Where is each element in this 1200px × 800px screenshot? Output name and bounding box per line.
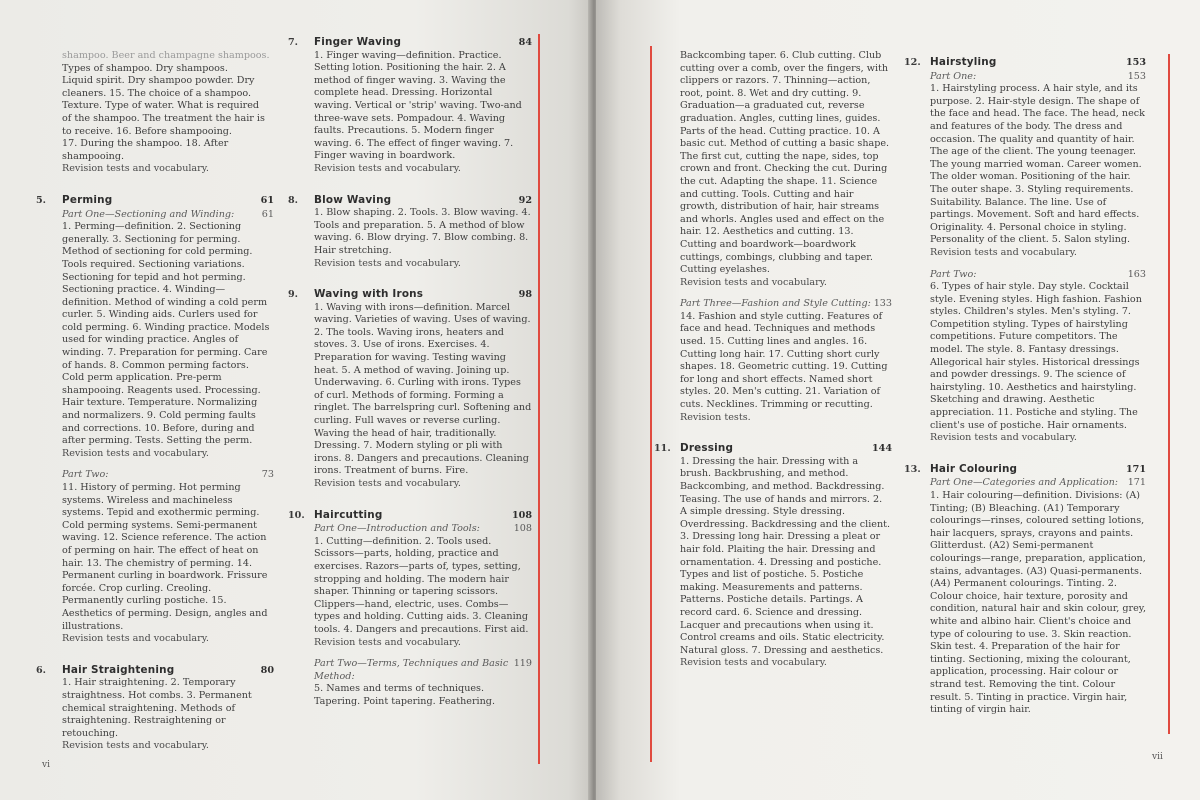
chapter-dressing	[654, 442, 892, 670]
part-label: Part One—Categories and Application:	[930, 477, 1119, 489]
chapter-page: 171	[1125, 463, 1146, 475]
chapter-page: 108	[511, 509, 532, 521]
revision-line: Revision tests.	[680, 411, 751, 423]
continuation-contents: Backcombing taper. 6. Club cutting. Club cutting over a comb, over the fingers, with clippers or razors. 7. Thinning—action, root, point. 8. Wet and dry cutting. 9. Graduation—a graduated cut, reverse graduation. Angles, cutting lines, guides. Parts of the head. Cutting practice. 10. A basic cut. Method of cutting a basic shape. The first cut, cutting the nape, sides, top crown and front. Checking the cut. During the cut. Adapting the shape. 11. Science and cutting. Tools. Cutting and hair growth, distribution of hair, hair streams and whorls. Angles used and effect on the hair. 12. Aesthetics and cutting. 13. Cutting and boardwork—boardwork cuttings, combings, clubbing and taper. Cutting eyelashes.	[680, 50, 890, 276]
page-folio: vii	[1152, 752, 1163, 762]
part-label: Part Two:	[930, 268, 977, 280]
chapter-contents: 1. Dressing the hair. Dressing with a brush. Backbrushing, and method. Backcombing, and method. Backdressing. Teasing. The use of hands and mirrors. 2. A simple dressing. Style dressing. Overdressing. Backdressing and the client. 3. Dressing long hair. Dressing a pleat or hair fold. Plaiting the hair. Dressing and ornamentation. 4. Dressing and postiche. Types and list of postiche. 5. Postiche making. Measurements and patterns. Patterns. Postiche details. Partings. A record card. 6. Science and dressing. Lacquer and precautions when using it. Control creams and oils. Static electricity. Natural gloss. 7. Dressing and aesthetics.	[680, 455, 891, 656]
part-page: 73	[261, 469, 274, 481]
chapter-number: 11.	[654, 443, 671, 455]
left-column-1	[36, 50, 274, 763]
continuation-line: of the shampoo. The treatment the hair is	[62, 112, 265, 124]
chapter-title: Hairstyling	[930, 56, 997, 68]
continuation-line: 17. During the shampoo. 18. After	[62, 138, 229, 150]
chapter-number: 6.	[36, 664, 47, 676]
revision-line: Revision tests and vocabulary.	[62, 447, 209, 459]
part-page: 108	[513, 523, 532, 535]
part-page: 171	[1127, 477, 1146, 489]
part-contents: 1. Perming—definition. 2. Sectioning generally. 3. Sectioning for perming. Method of sectioning for cold perming. Tools required. Sectioning variations. Sectioning for tepid and hot perming. Sectioning practice. 4. Winding—definition. Method of winding a cold perm curler. 5. Winding aids. Curlers used for cold perming. 6. Winding practice. Models used for winding practice. Angles of winding. 7. Preparation for perming. Care of hands. 8. Common perming factors. Cold perm application. Pre-perm shampooing. Reagents used. Processing. Hair texture. Temperature. Normalizing and normalizers. 9. Cold perming faults and corrections. 10. Before, during and after perming. Tests. Setting the perm.	[62, 221, 270, 447]
continuation-line: shampooing.	[62, 150, 125, 162]
revision-line: Revision tests and vocabulary.	[314, 162, 461, 174]
continuation-line: Liquid spirit. Dry shampoo powder. Dry	[62, 75, 255, 87]
chapter-contents: 1. Blow shaping. 2. Tools. 3. Blow waving. 4. Tools and preparation. 5. A method of blow waving. 6. Blow drying. 7. Blow combing. 8. Hair stretching.	[314, 207, 531, 256]
revision-line: Revision tests and vocabulary.	[930, 432, 1077, 444]
page-folio: vi	[42, 760, 50, 770]
part-contents: 1. Hairstyling process. A hair style, and its purpose. 2. Hair-style design. The shape of the face and head. The face. The head, neck and features of the body. The dress and occasion. The quality and quantity of hair. The age of the client. The young teenager. The young married woman. Career women. The older woman. Positioning of the hair. The outer shape. 3. Styling requirements. Suitability. Balance. The line. Use of partings. Movement. Soft and hard effects. Originality. 4. Personal choice in styling. Personality of the client. 5. Salon styling.	[930, 83, 1145, 246]
continuation-line: Types of shampoo. Dry shampoos.	[62, 62, 228, 74]
chapter-title: Finger Waving	[314, 36, 402, 48]
chapter-number: 10.	[288, 509, 305, 521]
part-label: Part One—Sectioning and Winding:	[62, 208, 235, 220]
chapter-page: 153	[1125, 57, 1146, 68]
part-contents: 1. Cutting—definition. 2. Tools used. Scissors—parts, holding, practice and exercises. Razors—parts of, types, setting, stropping and holding. The modern hair shaper. Thinning or tapering scissors. Clippers—hand, electric, uses. Combs—types and holding. Cutting aids. 3. Cleaning tools. 4. Dangers and precautions. First aid.	[314, 535, 529, 635]
chapter-page: 98	[518, 289, 532, 301]
chapter-title: Hair Straightening	[62, 663, 175, 676]
part-page: 61	[261, 208, 274, 220]
part-page: 153	[1127, 70, 1146, 82]
chapter-number: 7.	[288, 37, 299, 48]
part-page: 119	[513, 658, 532, 670]
left-column-2	[288, 36, 532, 719]
part-contents: 1. Hair colouring—definition. Divisions: (A) Tinting; (B) Bleaching. (A1) Temporary colourings—rinses, coloured setting lotions, hair lacquers, sprays, crayons and paints. Glitterdust. (A2) Semi-permanent colourings—range, preparation, application, stains, advantages. (A3) Quasi-permanents. (A4) Permanent colourings. Tinting. 2. Colour choice, hair texture, porosity and condition, natural hair and skin colour, grey, white and albino hair. Client's choice and type of colouring to use. 3. Skin reaction. Skin test. 4. Preparation of the hair for tinting. Sectioning, mixing the colourant, application, processing. Hair colour or strand test. Removing the tint. Colour result. 5. Tinting in practice. Virgin hair, tinting of virgin hair.	[930, 490, 1146, 716]
chapter-page: 92	[518, 194, 532, 206]
margin-rule	[538, 34, 540, 764]
chapter-hair-colouring	[904, 462, 1146, 717]
revision-line: Revision tests and vocabulary.	[62, 740, 209, 752]
chapter-hairstyling	[904, 56, 1146, 445]
revision-line: Revision tests and vocabulary.	[680, 276, 827, 288]
continuation-line: cleaners. 15. The choice of a shampoo.	[62, 87, 252, 99]
revision-line: Revision tests and vocabulary.	[314, 636, 461, 648]
margin-rule	[1168, 54, 1170, 734]
revision-line: Revision tests and vocabulary.	[314, 257, 461, 269]
chapter-finger-waving	[288, 36, 532, 176]
chapter-number: 13.	[904, 463, 921, 475]
revision-line: Revision tests and vocabulary.	[930, 246, 1077, 258]
part-label: Part Two—Terms, Techniques and Basic Method:	[314, 658, 509, 682]
part-contents: 6. Types of hair style. Day style. Cocktail style. Evening styles. High fashion. Fashion styles. Children's styles. Men's styling. 7. Competition styling. Types of hairstyling competitions. Future competitors. The model. The style. 8. Fantasy dressings. Allegorical hair styles. Historical dressings and powder dressings. 9. The science of hairstyling. 10. Aesthetics and hairstyling. Sketching and drawing. Aesthetic appreciation. 11. Postiche and styling. The client's use of postiche. Hair ornaments.	[930, 281, 1142, 431]
chapter-title: Perming	[62, 193, 113, 206]
right-page	[596, 0, 1200, 800]
chapter-number: 5.	[36, 194, 47, 206]
haircutting-continuation	[680, 50, 892, 424]
revision-line: Revision tests and vocabulary.	[680, 657, 827, 669]
chapter-title: Blow Waving	[314, 193, 392, 206]
left-page	[0, 0, 592, 800]
chapter-contents: 1. Hair straightening. 2. Temporary straightness. Hot combs. 3. Permanent chemical straightening. Methods of straightening. Restraightening or retouching.	[62, 677, 252, 739]
part-contents: 5. Names and terms of techniques. Tapering. Point tapering. Feathering.	[314, 683, 495, 707]
shampooing-continuation	[62, 50, 274, 176]
chapter-hair-straightening	[36, 663, 274, 753]
continuation-line: to receive. 16. Before shampooing.	[62, 125, 232, 137]
chapter-perming	[36, 193, 274, 646]
chapter-number: 12.	[904, 57, 921, 68]
chapter-number: 9.	[288, 289, 299, 301]
chapter-contents: 1. Waving with irons—definition. Marcel waving. Varieties of waving. Uses of waving. 2. The tools. Waving irons, heaters and stoves. 3. Use of irons. Exercises. 4. Preparation for waving. Testing waving heat. 5. A method of waving. Joining up. Underwaving. 6. Curling with irons. Types of curl. Methods of forming. Forming a ringlet. The barrelspring curl. Softening and curling. Full waves or reverse curling. Waving the head of hair, traditionally. Dressing. 7. Modern styling or pli with irons. 8. Dangers and precautions. Cleaning irons. Treatment of burns. Fire.	[314, 301, 532, 477]
chapter-number: 8.	[288, 194, 299, 206]
chapter-page: 80	[260, 664, 274, 676]
margin-rule	[650, 46, 652, 762]
right-column-1	[654, 50, 892, 680]
chapter-contents: 1. Finger waving—definition. Practice. Setting lotion. Positioning the hair. 2. A method of finger waving. 3. Waving the complete head. Dressing. Horizontal waving. Vertical or 'strip' waving. Two-and three-wave sets. Pompadour. 4. Waving faults. Precautions. 5. Modern finger waving. 6. The effect of finger waving. 7. Finger waving in boardwork.	[314, 49, 522, 162]
chapter-haircutting	[288, 508, 532, 709]
revision-line: Revision tests and vocabulary.	[62, 163, 209, 175]
chapter-page: 84	[518, 37, 532, 48]
part-label: Part One—Introduction and Tools:	[314, 523, 480, 535]
part-contents: 11. History of perming. Hot perming systems. Wireless and machineless systems. Tepid and exothermic perming. Cold perming systems. Semi-permanent waving. 12. Science reference. The action of perming on hair. The effect of heat on hair. 13. The chemistry of perming. 14. Permanent curling in boardwork. Frissure forcée. Crop curling. Creoling. Permanently curling postiche. 15. Aesthetics of perming. Design, angles and illustrations.	[62, 482, 268, 632]
part-page: 133	[873, 298, 892, 310]
continuation-line: Texture. Type of water. What is required	[62, 100, 260, 112]
continuation-first-line: shampoo. Beer and champagne shampoos.	[62, 50, 270, 61]
part-label: Part Three—Fashion and Style Cutting:	[680, 298, 871, 310]
revision-line: Revision tests and vocabulary.	[314, 478, 461, 489]
chapter-page: 144	[871, 443, 892, 455]
chapter-page: 61	[260, 194, 274, 206]
chapter-title: Waving with Irons	[314, 288, 424, 301]
chapter-title: Dressing	[680, 442, 734, 455]
part-page: 163	[1127, 268, 1146, 280]
right-column-2	[904, 56, 1146, 727]
chapter-blow-waving	[288, 193, 532, 271]
chapter-title: Hair Colouring	[930, 462, 1018, 475]
part-contents: 14. Fashion and style cutting. Features of face and head. Techniques and methods used. 15. Cutting lines and angles. 16. Cutting long hair. 17. Cutting short curly shapes. 18. Geometric cutting. 19. Cutting for long and short effects. Named short styles. 20. Men's cutting. 21. Variation of cuts. Necklines. Trimming or recutting.	[680, 310, 888, 411]
chapter-title: Haircutting	[314, 508, 383, 521]
revision-line: Revision tests and vocabulary.	[62, 633, 209, 645]
part-label: Part One:	[930, 70, 977, 82]
chapter-waving-with-irons	[288, 288, 532, 491]
part-label: Part Two:	[62, 469, 109, 481]
